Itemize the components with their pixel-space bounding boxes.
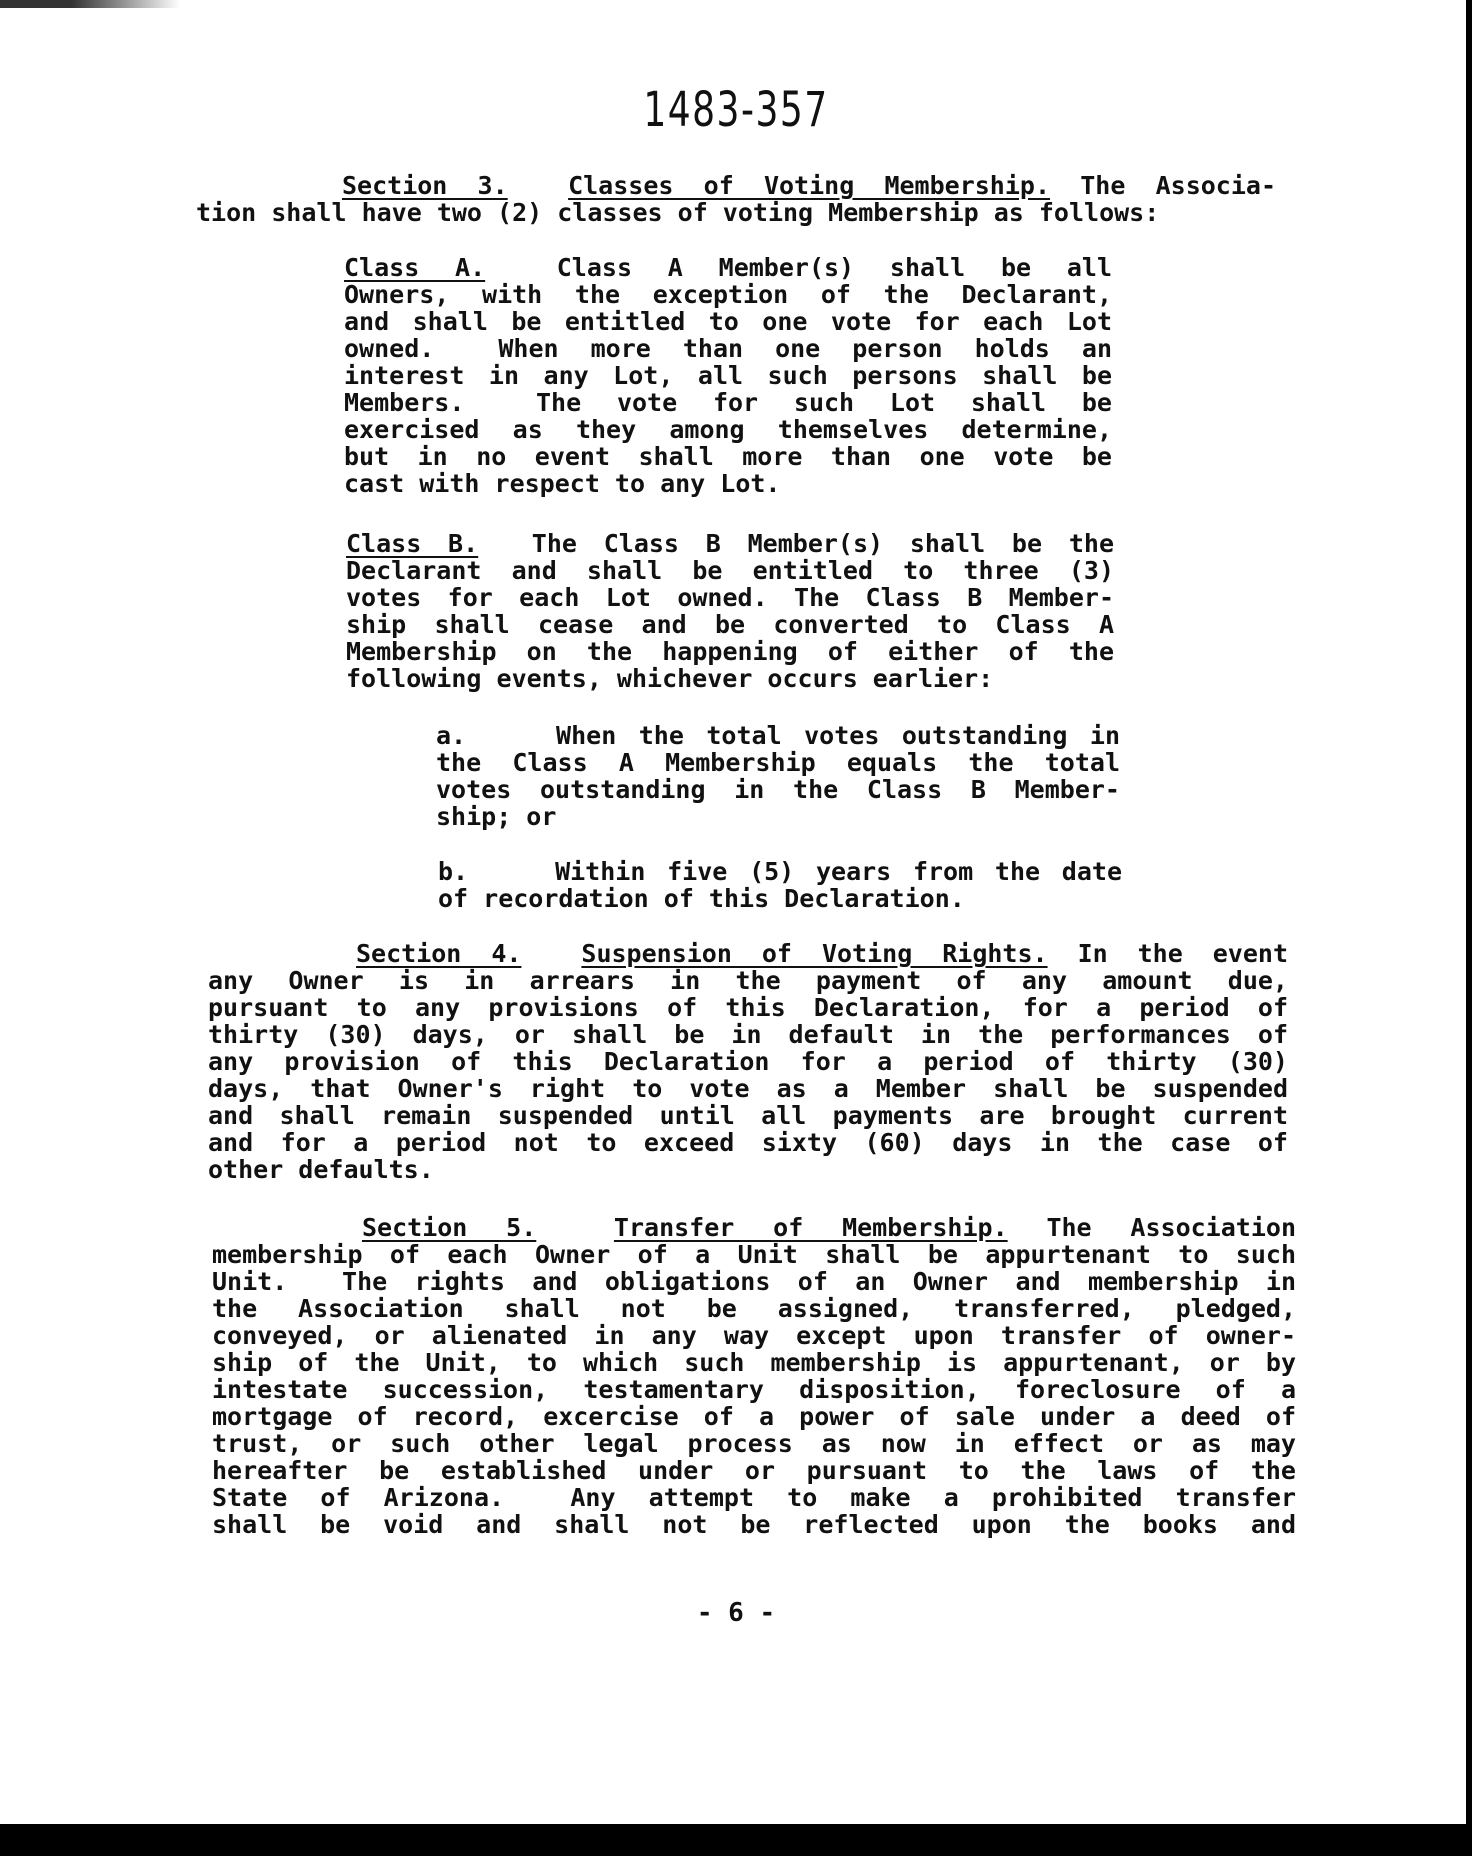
section-5-line: ship of the Unit, to which such membership is appurtenant, or by	[212, 1348, 1296, 1377]
item-b-line-1: b. Within five (5) years from the date	[438, 857, 1122, 886]
section-4	[208, 940, 1288, 1183]
section-4-number: Section 4.	[356, 939, 522, 968]
section-3-line-1	[196, 172, 1276, 199]
section-5-title: Transfer of Membership.	[613, 1213, 1008, 1242]
item-a-line: ship; or	[436, 802, 557, 831]
class-a-line-1: Class A. Class A Member(s) shall be all	[344, 253, 1112, 282]
section-4-line: days, that Owner's right to vote as a Member shall be suspended	[208, 1074, 1288, 1103]
section-5-line: hereafter be established under or pursuant to the laws of the	[212, 1456, 1296, 1485]
class-a-line: interest in any Lot, all such persons shall be	[344, 361, 1112, 390]
item-b-line: of recordation of this Declaration.	[438, 884, 965, 913]
section-5-line: intestate succession, testamentary disposition, foreclosure of a	[212, 1375, 1296, 1404]
class-a-line: cast with respect to any Lot.	[344, 469, 781, 498]
section-4-line: and for a period not to exceed sixty (60) days in the case of	[208, 1128, 1288, 1157]
item-a-line: votes outstanding in the Class B Member-	[436, 775, 1120, 804]
class-a-line: and shall be entitled to one vote for each Lot	[344, 307, 1112, 336]
section-3-number: Section 3.	[342, 171, 508, 200]
section-4-line: and shall remain suspended until all payments are brought current	[208, 1101, 1288, 1130]
class-b-line: ship shall cease and be converted to Class A	[346, 610, 1114, 639]
section-5-line: Unit. The rights and obligations of an Owner and membership in	[212, 1267, 1296, 1296]
class-b-line: Declarant and shall be entitled to three (3)	[346, 556, 1114, 585]
section-5-line: the Association shall not be assigned, transferred, pledged,	[212, 1294, 1296, 1323]
item-a-marker: a.	[436, 721, 467, 750]
page-number: - 6 -	[696, 1598, 776, 1628]
section-4-line: other defaults.	[208, 1155, 434, 1184]
class-a-line: exercised as they among themselves determine,	[344, 415, 1112, 444]
class-b-line: votes for each Lot owned. The Class B Member-	[346, 583, 1114, 612]
section-3-line-2: tion shall have two (2) classes of voting Membership as follows:	[196, 198, 1160, 227]
section-5-line: shall be void and shall not be reflected upon the books and	[212, 1510, 1296, 1539]
class-b	[346, 530, 1114, 692]
class-a-line: but in no event shall more than one vote be	[344, 442, 1112, 471]
class-a-line: Members. The vote for such Lot shall be	[344, 388, 1112, 417]
section-5-number: Section 5.	[362, 1213, 537, 1242]
scan-edge-bottom	[0, 1824, 1472, 1856]
class-a-label: Class A.	[344, 253, 486, 282]
section-5-line: State of Arizona. Any attempt to make a prohibited transfer	[212, 1483, 1296, 1512]
section-4-line: any Owner is in arrears in the payment of any amount due,	[208, 966, 1288, 995]
section-5-line: membership of each Owner of a Unit shall be appurtenant to such	[212, 1240, 1296, 1269]
section-5	[212, 1214, 1296, 1538]
section-4-line: any provision of this Declaration for a period of thirty (30)	[208, 1047, 1288, 1076]
class-a-line: Owners, with the exception of the Declarant,	[344, 280, 1112, 309]
section-5-line: trust, or such other legal process as now in effect or as may	[212, 1429, 1296, 1458]
section-5-line-1: Section 5. Transfer of Membership. The Association	[362, 1213, 1296, 1242]
section-3-title: Classes of Voting Membership.	[568, 171, 1051, 200]
item-a-line: the Class A Membership equals the total	[436, 748, 1120, 777]
section-4-title: Suspension of Voting Rights.	[581, 939, 1048, 968]
document-number: 1483-357	[643, 82, 829, 138]
item-b	[438, 858, 1122, 912]
section-5-line: mortgage of record, excercise of a power of sale under a deed of	[212, 1402, 1296, 1431]
section-3-intro-rest: The Associa-	[1050, 171, 1276, 200]
class-b-line: following events, whichever occurs earlier:	[346, 664, 994, 693]
item-a	[436, 722, 1120, 830]
class-b-line: Membership on the happening of either of the	[346, 637, 1114, 666]
class-a-line: owned. When more than one person holds an	[344, 334, 1112, 363]
item-b-marker: b.	[438, 857, 469, 886]
section-4-line: pursuant to any provisions of this Declaration, for a period of	[208, 993, 1288, 1022]
section-5-line: conveyed, or alienated in any way except upon transfer of owner-	[212, 1321, 1296, 1350]
item-a-line-1: a. When the total votes outstanding in	[436, 721, 1120, 750]
class-b-label: Class B.	[346, 529, 479, 558]
section-3	[196, 172, 1276, 226]
section-4-line-1: Section 4. Suspension of Voting Rights. In the event	[356, 939, 1289, 968]
class-a	[344, 254, 1112, 497]
class-b-line-1: Class B. The Class B Member(s) shall be the	[346, 529, 1114, 558]
section-4-line: thirty (30) days, or shall be in default in the performances of	[208, 1020, 1288, 1049]
